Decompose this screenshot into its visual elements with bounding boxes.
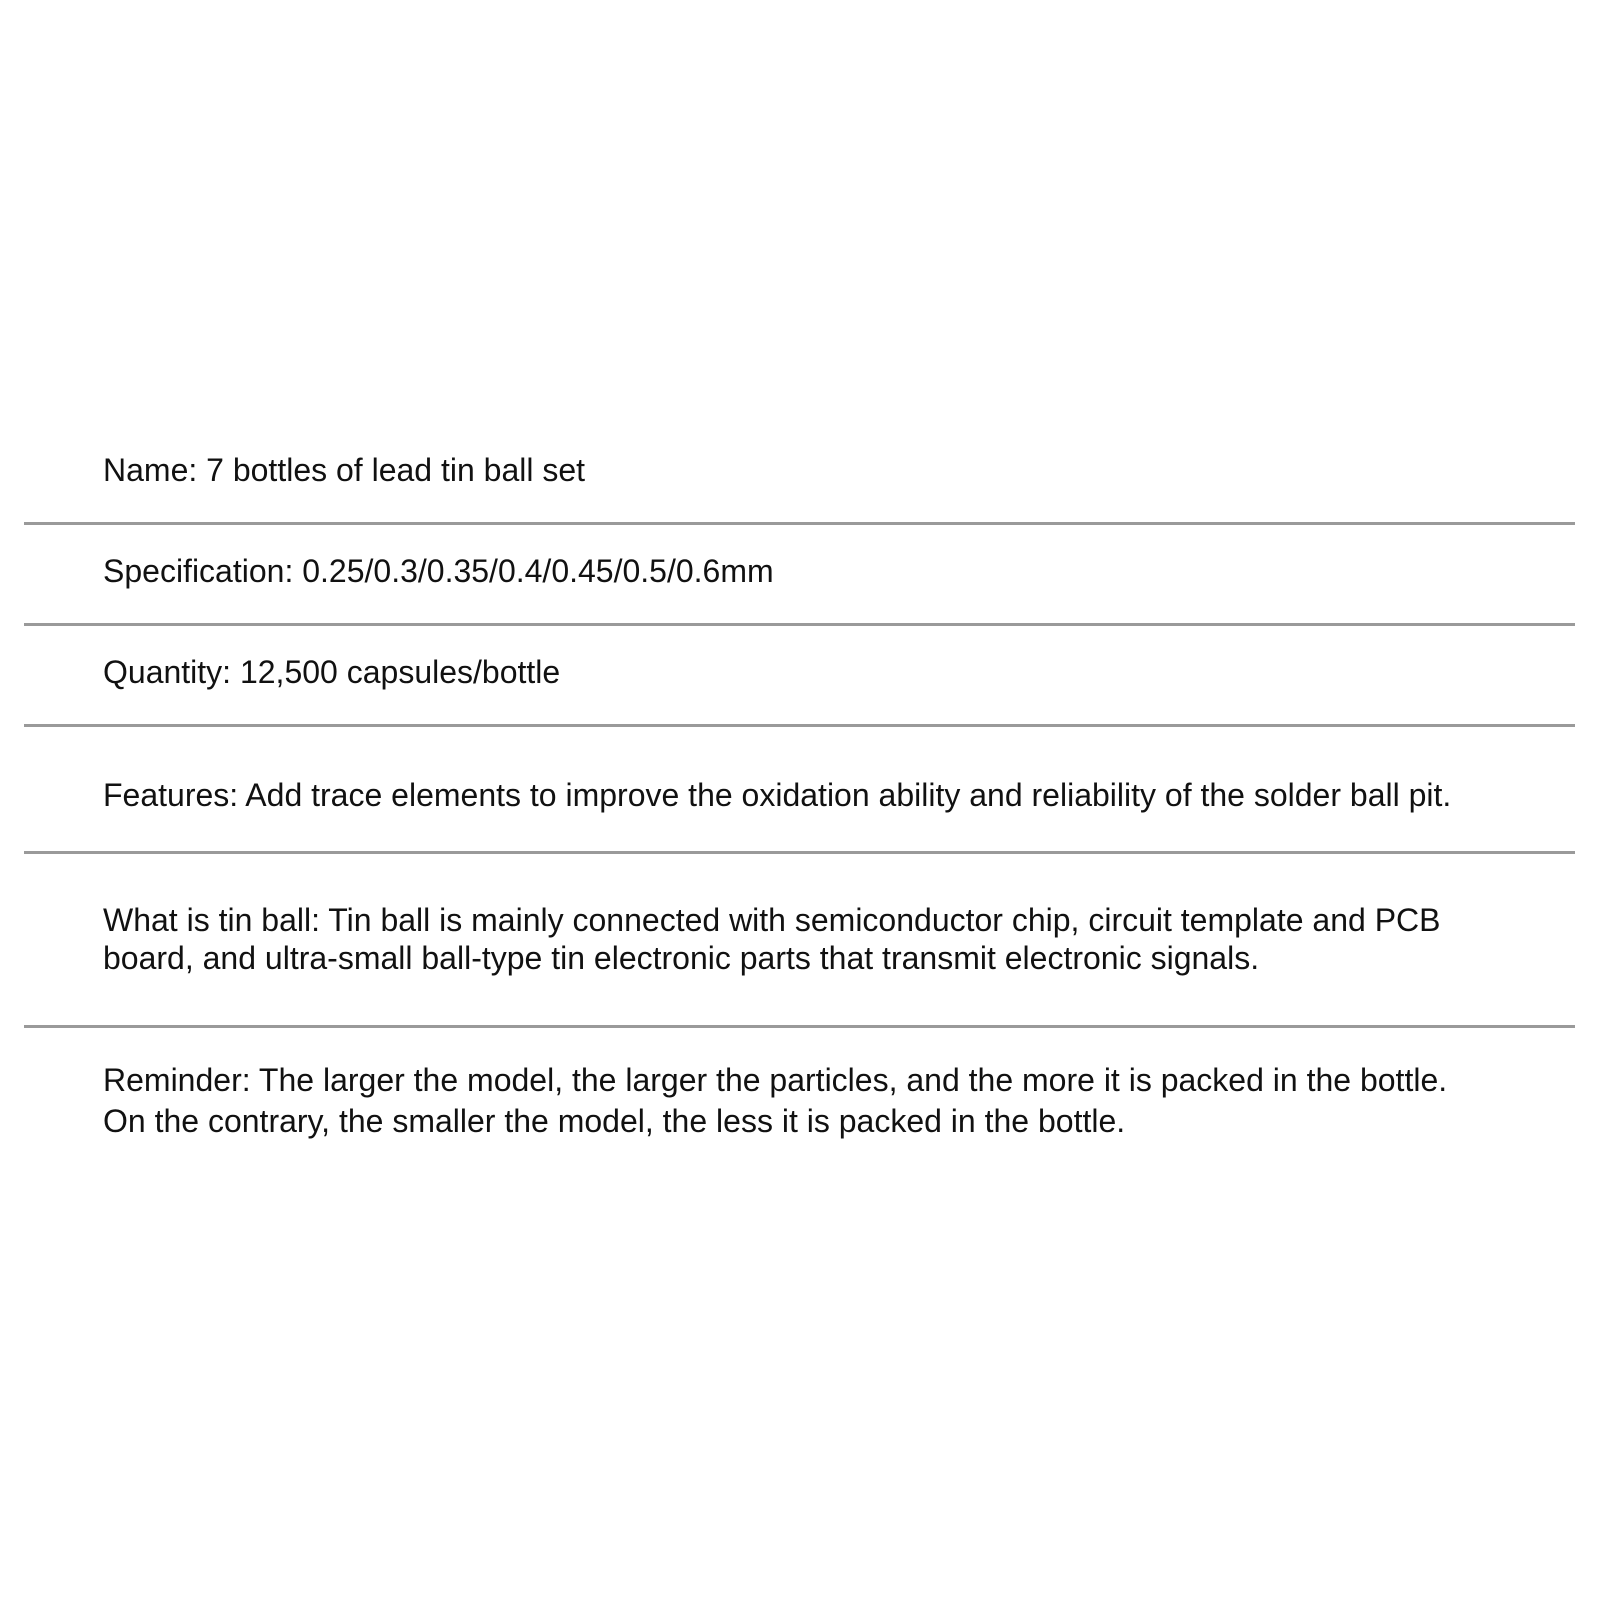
specification-line: Specification: 0.25/0.3/0.35/0.4/0.45/0.5/0.6mm [103,553,774,589]
features-line: Features: Add trace elements to improve the oxidation ability and reliability of the solder ball pit. [103,777,1452,813]
divider [24,1025,1575,1028]
what-is-tin-ball-line-2: board, and ultra-small ball-type tin electronic parts that transmit electronic signals. [103,940,1260,976]
divider [24,724,1575,727]
divider [24,623,1575,626]
name-line: Name: 7 bottles of lead tin ball set [103,452,586,488]
divider [24,522,1575,525]
divider [24,851,1575,854]
quantity-line: Quantity: 12,500 capsules/bottle [103,654,561,690]
reminder-line-2: On the contrary, the smaller the model, the less it is packed in the bottle. [103,1103,1126,1139]
what-is-tin-ball-line-1: What is tin ball: Tin ball is mainly connected with semiconductor chip, circuit template and PCB [103,902,1441,938]
reminder-line-1: Reminder: The larger the model, the larger the particles, and the more it is packed in the bottle. [103,1062,1448,1098]
